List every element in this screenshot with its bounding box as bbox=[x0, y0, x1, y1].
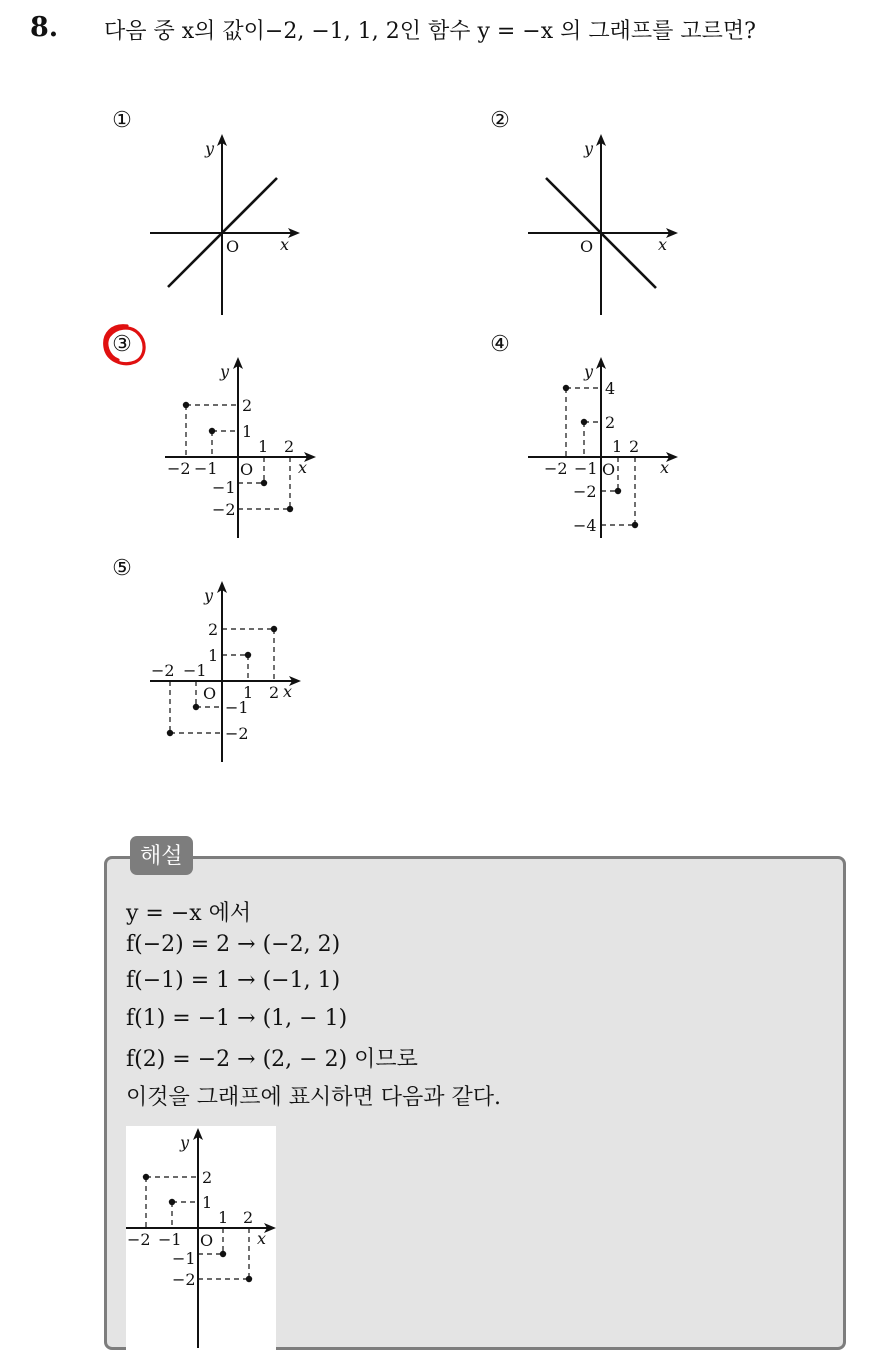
tick-x-neg1: −1 bbox=[183, 661, 207, 680]
tick-y-neg1: −1 bbox=[212, 478, 236, 497]
tick-y-2: 2 bbox=[208, 620, 219, 639]
tick-y-neg2: −2 bbox=[172, 1270, 196, 1289]
origin-label: O bbox=[226, 237, 240, 256]
tick-x-2: 2 bbox=[243, 1208, 254, 1227]
solution-line-6: 이것을 그래프에 표시하면 다음과 같다. bbox=[126, 1085, 501, 1110]
tick-y-4: 4 bbox=[605, 379, 616, 398]
choice-1-mark[interactable]: ① bbox=[112, 108, 132, 133]
y-axis-label: y bbox=[205, 139, 215, 158]
tick-x-neg1: −1 bbox=[158, 1230, 182, 1249]
origin-label: O bbox=[580, 237, 594, 256]
tick-y-2: 2 bbox=[242, 396, 253, 415]
tick-y-neg4: −4 bbox=[573, 516, 597, 535]
y-axis-label: y bbox=[220, 362, 230, 381]
x-axis-label: x bbox=[658, 235, 668, 254]
choice-5-mark[interactable]: ⑤ bbox=[112, 556, 132, 581]
tick-y-neg1: −1 bbox=[225, 698, 249, 717]
origin-label: O bbox=[203, 684, 217, 703]
tick-y-neg2: −2 bbox=[573, 482, 597, 501]
choice-3-mark[interactable]: ③ bbox=[112, 332, 132, 357]
tick-x-neg2: −2 bbox=[167, 459, 191, 478]
tick-y-2: 2 bbox=[605, 413, 616, 432]
origin-label: O bbox=[602, 460, 616, 479]
tick-x-neg2: −2 bbox=[544, 459, 568, 478]
solution-line-3: f(−1) = 1 → (−1, 1) bbox=[126, 968, 341, 993]
origin-label: O bbox=[240, 460, 254, 479]
x-axis-label: x bbox=[257, 1229, 267, 1248]
tick-x-1: 1 bbox=[218, 1208, 229, 1227]
solution-tag: 해설 bbox=[130, 836, 193, 875]
solution-graph bbox=[126, 1126, 276, 1350]
tick-y-1: 1 bbox=[202, 1193, 213, 1212]
question-number: 8. bbox=[30, 12, 59, 43]
y-axis-label: y bbox=[204, 586, 214, 605]
x-axis-label: x bbox=[280, 235, 290, 254]
question-text: 다음 중 x의 값이−2, −1, 1, 2인 함수 y = −x 의 그래프를 고르면? bbox=[104, 19, 756, 44]
solution-line-4: f(1) = −1 → (1, − 1) bbox=[126, 1006, 348, 1031]
tick-x-neg2: −2 bbox=[151, 661, 175, 680]
tick-x-2: 2 bbox=[284, 437, 295, 456]
choice-2-graph bbox=[528, 132, 688, 317]
x-axis-label: x bbox=[283, 682, 293, 701]
tick-y-1: 1 bbox=[208, 646, 219, 665]
solution-line-5: f(2) = −2 → (2, − 2) 이므로 bbox=[126, 1047, 418, 1072]
solution-line-2: f(−2) = 2 → (−2, 2) bbox=[126, 932, 341, 957]
choice-4-mark[interactable]: ④ bbox=[490, 332, 510, 357]
selected-answer-circle-icon bbox=[100, 322, 150, 370]
tick-y-1: 1 bbox=[242, 422, 253, 441]
y-axis-label: y bbox=[584, 362, 594, 381]
tick-x-1: 1 bbox=[612, 437, 623, 456]
tick-x-2: 2 bbox=[629, 437, 640, 456]
y-axis-label: y bbox=[584, 139, 594, 158]
choice-1-graph bbox=[150, 132, 310, 317]
y-axis-label: y bbox=[180, 1133, 190, 1152]
choice-4-graph bbox=[528, 355, 688, 540]
tick-x-neg1: −1 bbox=[574, 459, 598, 478]
tick-x-2: 2 bbox=[269, 683, 280, 702]
tick-y-neg2: −2 bbox=[212, 500, 236, 519]
tick-x-1: 1 bbox=[258, 437, 269, 456]
choice-2-mark[interactable]: ② bbox=[490, 108, 510, 133]
tick-y-2: 2 bbox=[202, 1168, 213, 1187]
solution-line-1: y = −x 에서 bbox=[126, 901, 252, 926]
x-axis-label: x bbox=[660, 458, 670, 477]
tick-x-1: 1 bbox=[243, 683, 254, 702]
origin-label: O bbox=[200, 1231, 214, 1250]
tick-x-neg2: −2 bbox=[127, 1230, 151, 1249]
tick-y-neg2: −2 bbox=[225, 724, 249, 743]
choice-5-graph bbox=[145, 579, 305, 764]
tick-y-neg1: −1 bbox=[172, 1249, 196, 1268]
x-axis-label: x bbox=[298, 458, 308, 477]
tick-x-neg1: −1 bbox=[194, 459, 218, 478]
choice-3-graph bbox=[160, 355, 320, 540]
